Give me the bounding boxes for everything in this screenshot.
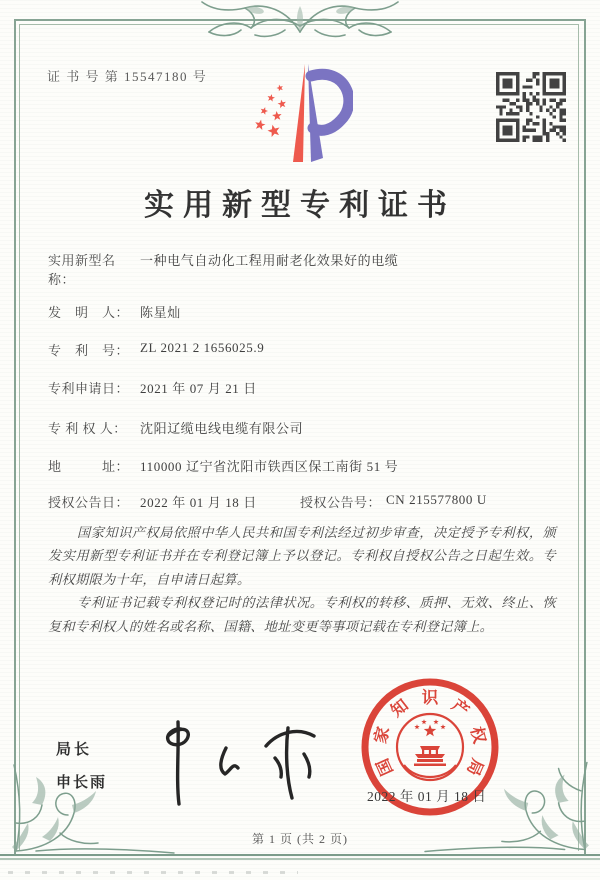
cnipa-logo-icon (247, 58, 353, 166)
scan-artifact-marks (8, 871, 298, 874)
svg-text:国: 国 (372, 755, 397, 779)
qr-code (496, 72, 566, 142)
legal-paragraph-1: 国家知识产权局依照中华人民共和国专利法经过初步审查，决定授予专利权，颁发实用新型专利证书并在专利登记簿上予以登记。专利权自授权公告之日起生效。专利权期限为十年，自申请日起算。 (48, 525, 556, 587)
field-label: 专利申请日： (48, 381, 130, 396)
signer-title: 局长 (56, 742, 93, 758)
top-scroll-ornament-icon (195, 0, 405, 44)
field-grant-number (300, 492, 487, 511)
field-value: 2022 年 01 月 18 日 (140, 495, 257, 510)
field-label: 实用新型名称： (48, 253, 116, 287)
field-value: 2021 年 07 月 21 日 (140, 381, 257, 396)
svg-text:知: 知 (387, 695, 412, 721)
svg-text:产: 产 (448, 695, 473, 721)
field-address (48, 456, 560, 475)
certificate-title: 实用新型专利证书 (144, 189, 456, 222)
field-value: 沈阳辽缆电线电缆有限公司 (140, 421, 304, 436)
signer-name: 申长雨 (56, 775, 108, 791)
field-value: 一种电气自动化工程用耐老化效果好的电缆 (140, 253, 399, 268)
national-emblem-icon (397, 714, 463, 780)
svg-text:识: 识 (421, 688, 439, 707)
field-grant-date (48, 492, 560, 511)
field-label: 授权公告日： (48, 495, 130, 510)
field-value: 110000 辽宁省沈阳市铁西区保工南街 51 号 (140, 459, 399, 474)
field-filing-date (48, 378, 560, 397)
bottom-rule-light (0, 858, 600, 860)
svg-text:权: 权 (466, 724, 490, 746)
field-label: 专 利 权 人： (48, 421, 127, 436)
field-value: ZL 2021 2 1656025.9 (140, 340, 265, 355)
field-value: 陈星灿 (140, 305, 181, 320)
field-label: 地 址： (48, 459, 130, 474)
page-number: 第 1 页 (共 2 页) (252, 832, 348, 846)
field-inventor (48, 302, 560, 321)
field-patent-number (48, 340, 560, 359)
field-utility-model-name (48, 250, 560, 288)
director-signature (138, 710, 338, 810)
field-patentee (48, 418, 560, 437)
seal-date: 2022 年 01 月 18 日 (367, 789, 487, 804)
field-label: 专 利 号： (48, 343, 130, 358)
legal-text-block (48, 521, 556, 638)
field-value: CN 215577800 U (386, 492, 487, 507)
legal-paragraph-2: 专利证书记载专利权登记时的法律状况。专利权的转移、质押、无效、终止、恢复和专利权人的姓名或名称、国籍、地址变更等事项记载在专利登记簿上。 (48, 595, 556, 634)
svg-text:局: 局 (463, 755, 488, 779)
field-label: 发 明 人： (48, 305, 130, 320)
certificate-number: 证 书 号 第 15547180 号 (47, 69, 208, 84)
svg-text:家: 家 (370, 724, 394, 746)
field-label: 授权公告号： (300, 495, 382, 510)
